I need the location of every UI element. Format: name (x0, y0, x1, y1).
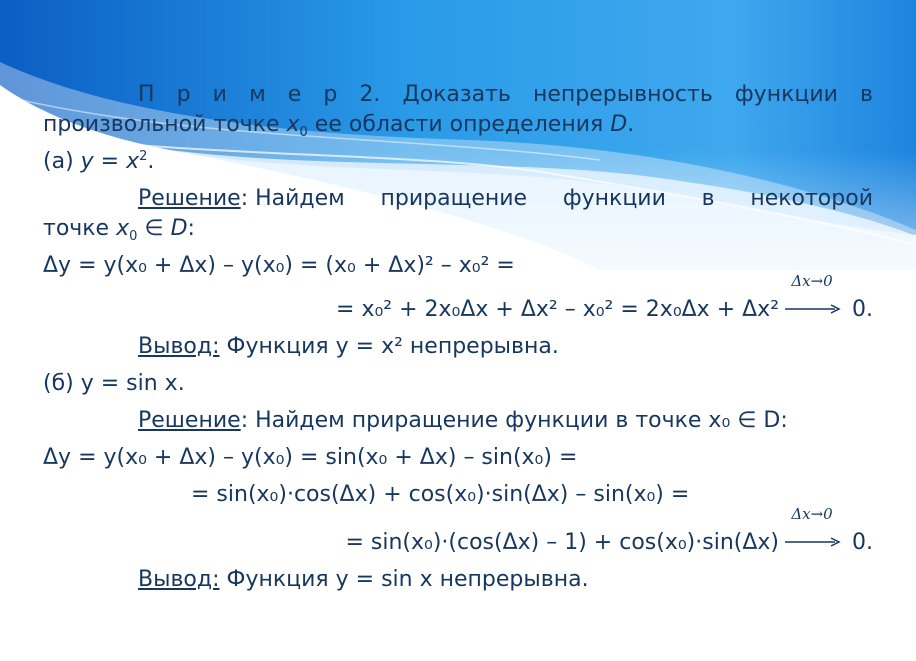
example-word: 2. (359, 82, 381, 107)
example-word: П (138, 82, 155, 107)
conclusion-label: Вывод: (138, 334, 220, 359)
solution-label: Решение (138, 186, 241, 211)
arrow-label: Δx→0 (791, 272, 833, 290)
part-b-equation-2: = sin(x₀)·cos(Δx) + cos(x₀)·sin(Δx) – sin(x₀) = (191, 482, 690, 507)
part-b-solution-line: Решение: Найдем приращение функции в точке x₀ ∈ D: (138, 408, 788, 433)
conclusion-label: Вывод: (138, 567, 220, 592)
part-a-heading: (а) $y = x^2$. (43, 149, 155, 174)
part-a-equation-2: = x₀² + 2x₀Δx + Δx² – x₀² = 2x₀Δx + Δx² Δx→0 0. (336, 272, 873, 322)
part-b-conclusion: Вывод: Функция y = sin x непрерывна. (138, 567, 589, 592)
example-statement-line: произвольной точке $x_0$ ее области определения D. (43, 112, 635, 140)
example-word: е (287, 82, 302, 107)
example-word: р (323, 82, 338, 107)
part-a-conclusion: Вывод: Функция y = x² непрерывна. (138, 334, 559, 359)
arrow-label: Δx→0 (791, 505, 833, 523)
example-word: и (212, 82, 227, 107)
part-b-equation-1: Δy = y(x₀ + Δx) – y(x₀) = sin(x₀ + Δx) – sin(x₀) = (43, 445, 578, 470)
part-b-equation-3: = sin(x₀)·(cos(Δx) – 1) + cos(x₀)·sin(Δx) Δx→0 0. (345, 505, 873, 555)
example-word: в (860, 82, 873, 107)
example-title-line (43, 80, 873, 110)
example-word: р (176, 82, 191, 107)
part-a-point-line: точке $x_0$ ∈ D: (43, 216, 195, 244)
slide-body (43, 80, 873, 595)
example-word: непрерывность (532, 82, 713, 107)
limit-arrow (783, 505, 841, 551)
part-b-heading: (б) y = sin x. (43, 371, 185, 396)
solution-label: Решение (138, 408, 241, 433)
example-word: Доказать (402, 82, 511, 107)
part-a-equation-1: Δy = y(x₀ + Δx) – y(x₀) = (x₀ + Δx)² – x₀² = (43, 253, 515, 278)
example-word: функции (734, 82, 838, 107)
example-word: м (249, 82, 266, 107)
part-a-solution-line: Решение: Найдем приращение функции в некоторой (138, 186, 873, 211)
limit-arrow (783, 272, 841, 318)
